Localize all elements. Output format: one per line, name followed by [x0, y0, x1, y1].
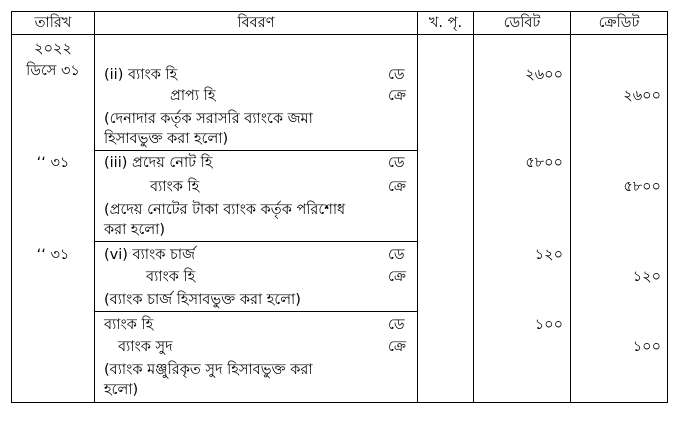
entry-credit-account: ব্যাংক হি: [150, 179, 200, 195]
header-particulars: বিবরণ: [237, 15, 275, 31]
entry-credit-amount: ১০০: [632, 339, 661, 355]
entry-divider: [94, 311, 417, 312]
entry-debit-account: ব্যাংক হি: [104, 317, 154, 333]
entry-divider: [94, 150, 417, 151]
header-lf: খ. পৃ.: [428, 15, 463, 31]
entry-cr-marker: ক্রে: [388, 179, 407, 195]
column-divider: [94, 12, 95, 402]
header-date: তারিখ: [34, 15, 72, 31]
date-ditto: ‘‘ ৩১: [36, 155, 70, 171]
entry-credit-amount: ২৬০০: [623, 88, 661, 104]
header-credit: ক্রেডিট: [598, 15, 640, 31]
entry-dr-marker: ডে: [388, 155, 405, 171]
entry-narration: (দেনাদার কর্তৃক সরাসরি ব্যাংকে জমা: [104, 111, 313, 127]
entry-cr-marker: ক্রে: [388, 339, 407, 355]
entry-debit-amount: ১০০: [534, 317, 563, 333]
entry-narration: হিসাবভুক্ত করা হলো): [104, 131, 229, 147]
date-ditto: ‘‘ ৩১: [36, 247, 70, 263]
entry-narration: করা হলো): [104, 222, 166, 238]
entry-dr-marker: ডে: [388, 247, 405, 263]
header-debit: ডেবিট: [503, 15, 541, 31]
entry-credit-amount: ১২০: [632, 269, 661, 285]
entry-narration: হলো): [104, 382, 139, 398]
entry-credit-account: ব্যাংক সুদ: [118, 339, 173, 355]
header-divider: [12, 34, 667, 35]
entry-debit-amount: ১২০: [534, 247, 563, 263]
entry-debit-amount: ২৬০০: [525, 67, 563, 83]
entry-narration: (প্রদেয় নোটের টাকা ব্যাংক কর্তৃক পরিশোধ: [104, 202, 346, 218]
entry-debit-account: (ii) ব্যাংক হি: [104, 67, 178, 83]
entry-credit-account: ব্যাংক হি: [146, 269, 196, 285]
entry-cr-marker: ক্রে: [388, 269, 407, 285]
entry-cr-marker: ক্রে: [388, 88, 407, 104]
column-divider: [417, 12, 418, 402]
entry-debit-amount: ৫৮০০: [525, 155, 563, 171]
date-month-day: ডিসে ৩১: [26, 63, 80, 79]
entry-narration: (ব্যাংক মঞ্জুরিকৃত সুদ হিসাবভুক্ত করা: [104, 362, 313, 378]
entry-credit-account: প্রাপ্য হি: [170, 88, 216, 104]
entry-divider: [94, 241, 417, 242]
entry-narration: (ব্যাংক চার্জ হিসাবভুক্ত করা হলো): [104, 292, 301, 308]
entry-debit-account: (vi) ব্যাংক চার্জ: [104, 247, 196, 263]
entry-dr-marker: ডে: [388, 67, 405, 83]
entry-credit-amount: ৫৮০০: [623, 179, 661, 195]
date-year: ২০২২: [34, 41, 72, 57]
entry-dr-marker: ডে: [388, 317, 405, 333]
journal-table: [11, 11, 668, 403]
entry-debit-account: (iii) প্রদেয় নোট হি: [104, 155, 213, 171]
